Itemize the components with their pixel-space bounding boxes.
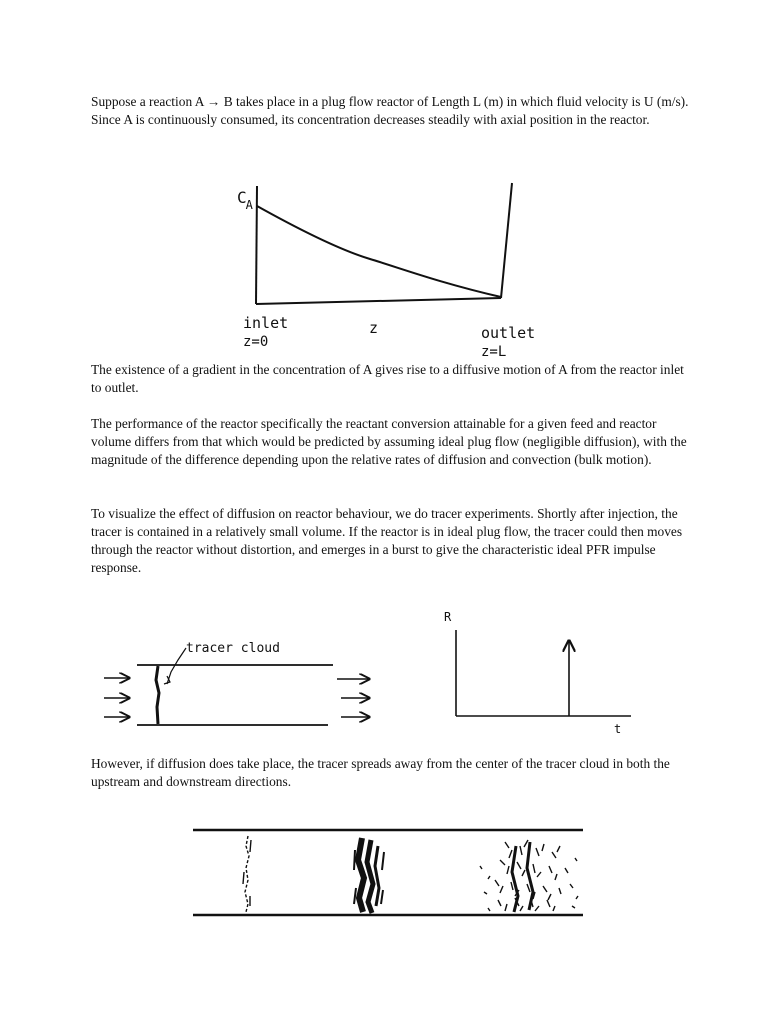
wide-tracer-spread [480,840,578,911]
figure1-outlet-label: outlet [481,324,536,342]
paragraph-diffusion: However, if diffusion does take place, the tracer spreads away from the center of the tracer cloud in both the upstream and downstream directions. [91,756,670,789]
paragraph-tracer: To visualize the effect of diffusion on reactor behaviour, we do tracer experiments. Shortly after injection, the tracer is contained in a relatively small volume. If the reactor is in ideal plug flow, the tracer could then moves through the reactor without distortion, and emerges in a burst to give the characteristic ideal PFR impulse response. [91,506,683,575]
figure1-right-wall [501,183,512,298]
impulse-response-plot [456,630,631,716]
paragraph-gradient: The existence of a gradient in the concentration of A gives rise to a diffusive motion of A from the reactor inlet to outlet. [91,362,684,395]
paragraph-intro: Suppose a reaction A → B takes place in a plug flow reactor of Length L (m) in which fluid velocity is U (m/s). Since A is continuously consumed, its concentration decreases steadily with axial position in the reactor. [91,94,689,127]
figure1-baseline [256,298,501,304]
figure3-y-label: R [444,610,452,624]
narrow-tracer-pulse [243,836,251,912]
figure1-x-label: z [369,319,379,337]
medium-tracer-spread [354,838,384,913]
figure1-y-axis [256,186,257,304]
figure1-y-label: CA [237,188,253,212]
paragraph-performance: The performance of the reactor specifically the reactant conversion attainable for a given feed and reactor volume differs from that which would be predicted by assuming ideal plug flow (negligible diffusion), with the magnitude of the difference depending upon the relative rates of diffusion and convection (bulk motion). [91,416,687,467]
tracer-cloud-label: tracer cloud [186,641,280,656]
wide-tracer-core [512,842,533,912]
figure1-inlet-label: inlet [243,314,289,332]
figure1-outlet-position: z=L [481,344,507,360]
ideal-plug-flow-tube [137,648,333,725]
concentration-decay-curve [257,206,501,297]
figure1-inlet-position: z=0 [243,334,269,350]
inlet-flow-arrows [104,678,369,717]
figure3-x-label: t [614,722,622,736]
